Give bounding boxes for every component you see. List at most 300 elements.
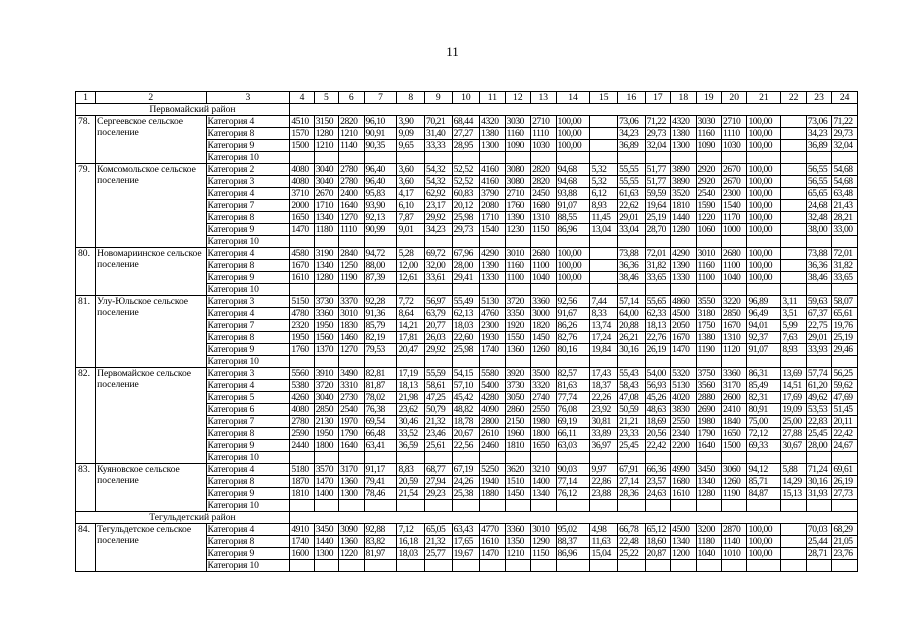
value-cell: 1150: [531, 224, 556, 236]
category-label: Категория 9: [206, 224, 290, 236]
value-cell: 5130: [671, 380, 696, 392]
value-cell: [590, 128, 618, 140]
value-cell: 1390: [505, 212, 530, 224]
value-cell: [781, 524, 806, 536]
value-cell: 3360: [314, 308, 338, 320]
value-cell: [747, 560, 781, 572]
value-cell: 1200: [671, 548, 696, 560]
value-cell: 1030: [531, 140, 556, 152]
value-cell: 1500: [290, 140, 314, 152]
value-cell: 100,00: [747, 128, 781, 140]
value-cell: 5400: [480, 380, 505, 392]
value-cell: 1570: [290, 128, 314, 140]
value-cell: 3080: [505, 176, 530, 188]
value-cell: 63,03: [556, 440, 590, 452]
value-cell: 54,68: [832, 176, 858, 188]
value-cell: 1450: [531, 332, 556, 344]
value-cell: [722, 452, 747, 464]
value-cell: 2400: [339, 188, 364, 200]
value-cell: 28,00: [806, 440, 831, 452]
value-cell: [806, 560, 831, 572]
value-cell: 75,00: [747, 416, 781, 428]
value-cell: 3720: [314, 380, 338, 392]
value-cell: 8,93: [781, 344, 806, 356]
value-cell: 100,00: [747, 212, 781, 224]
value-cell: 29,41: [452, 272, 480, 284]
value-cell: 4760: [480, 308, 505, 320]
value-cell: 96,49: [747, 308, 781, 320]
value-cell: 94,01: [747, 320, 781, 332]
value-cell: 1960: [505, 428, 530, 440]
value-cell: 4160: [480, 176, 505, 188]
value-cell: 4510: [290, 116, 314, 128]
value-cell: [618, 236, 646, 248]
value-cell: 69,54: [364, 416, 397, 428]
value-cell: [531, 152, 556, 164]
value-cell: 70,03: [806, 524, 831, 536]
value-cell: 8,33: [590, 308, 618, 320]
value-cell: 29,46: [832, 344, 858, 356]
value-cell: 56,93: [645, 380, 670, 392]
category-label: Категория 9: [206, 344, 290, 356]
value-cell: 28,00: [452, 260, 480, 272]
value-cell: 55,55: [618, 164, 646, 176]
value-cell: 3000: [531, 308, 556, 320]
value-cell: [397, 500, 425, 512]
value-cell: 1380: [480, 128, 505, 140]
value-cell: 2710: [505, 188, 530, 200]
value-cell: 1190: [339, 272, 364, 284]
value-cell: 76,38: [364, 404, 397, 416]
value-cell: 17,19: [397, 368, 425, 380]
value-cell: 2320: [290, 320, 314, 332]
value-cell: 5,32: [590, 164, 618, 176]
category-label: Категория 9: [206, 488, 290, 500]
value-cell: 1340: [314, 260, 338, 272]
value-cell: [722, 500, 747, 512]
value-cell: 4290: [480, 248, 505, 260]
value-cell: 4860: [671, 296, 696, 308]
value-cell: 3360: [531, 296, 556, 308]
settlement-name: Куяновское сельское поселение: [96, 464, 206, 512]
value-cell: 92,28: [364, 296, 397, 308]
value-cell: 1210: [314, 140, 338, 152]
value-cell: 2800: [480, 416, 505, 428]
value-cell: 1710: [480, 212, 505, 224]
value-cell: 2300: [722, 188, 747, 200]
value-cell: 65,12: [645, 524, 670, 536]
category-row: [76, 296, 858, 308]
region-row-empty-cell: [290, 512, 858, 524]
value-cell: 28,70: [645, 224, 670, 236]
value-cell: 1100: [722, 260, 747, 272]
value-cell: [832, 560, 858, 572]
category-label: Категория 4: [206, 248, 290, 260]
value-cell: 25,19: [645, 212, 670, 224]
value-cell: 80,16: [556, 344, 590, 356]
value-cell: 6,10: [397, 200, 425, 212]
category-label: Категория 10: [206, 500, 290, 512]
value-cell: 1090: [505, 140, 530, 152]
settlement-number: 84.: [76, 524, 96, 572]
category-label: Категория 9: [206, 272, 290, 284]
value-cell: 15,04: [590, 548, 618, 560]
value-cell: [781, 140, 806, 152]
value-cell: 24,26: [452, 476, 480, 488]
value-cell: 2920: [696, 164, 721, 176]
value-cell: 2410: [722, 404, 747, 416]
value-cell: 48,63: [645, 404, 670, 416]
value-cell: 8,64: [397, 308, 425, 320]
value-cell: 27,27: [452, 128, 480, 140]
value-cell: 25,45: [618, 440, 646, 452]
value-cell: 7,87: [397, 212, 425, 224]
value-cell: [556, 500, 590, 512]
settlement-number: 83.: [76, 464, 96, 512]
value-cell: 22,26: [590, 392, 618, 404]
value-cell: 100,00: [556, 272, 590, 284]
value-cell: 3170: [339, 464, 364, 476]
value-cell: 3170: [722, 380, 747, 392]
value-cell: [556, 452, 590, 464]
value-cell: 91,07: [747, 344, 781, 356]
category-label: Категория 9: [206, 548, 290, 560]
value-cell: [480, 500, 505, 512]
value-cell: 2540: [339, 404, 364, 416]
settlement-table: [75, 91, 858, 572]
value-cell: [339, 452, 364, 464]
value-cell: [645, 236, 670, 248]
value-cell: [452, 152, 480, 164]
value-cell: 1250: [339, 260, 364, 272]
value-cell: 20,77: [425, 320, 453, 332]
value-cell: 47,08: [618, 392, 646, 404]
value-cell: 93,90: [364, 200, 397, 212]
category-label: Категория 8: [206, 536, 290, 548]
value-cell: 24,63: [645, 488, 670, 500]
value-cell: 2150: [505, 416, 530, 428]
value-cell: [806, 500, 831, 512]
value-cell: 33,61: [425, 272, 453, 284]
category-row: [76, 164, 858, 176]
value-cell: 7,12: [397, 524, 425, 536]
category-label: Категория 9: [206, 440, 290, 452]
value-cell: 51,45: [832, 404, 858, 416]
value-cell: 1340: [531, 488, 556, 500]
value-cell: 1090: [696, 140, 721, 152]
value-cell: 73,06: [618, 116, 646, 128]
value-cell: 1100: [505, 272, 530, 284]
value-cell: 60,83: [452, 188, 480, 200]
value-cell: 23,62: [397, 404, 425, 416]
value-cell: 21,43: [832, 200, 858, 212]
value-cell: 3550: [696, 296, 721, 308]
value-cell: [505, 560, 530, 572]
value-cell: [556, 356, 590, 368]
value-cell: 91,36: [364, 308, 397, 320]
value-cell: 3790: [480, 188, 505, 200]
value-cell: 18,69: [645, 416, 670, 428]
value-cell: 33,52: [397, 428, 425, 440]
value-cell: 1160: [505, 128, 530, 140]
value-cell: 3360: [722, 368, 747, 380]
value-cell: 2440: [290, 440, 314, 452]
value-cell: 23,88: [590, 488, 618, 500]
value-cell: 4080: [290, 164, 314, 176]
value-cell: 3010: [505, 248, 530, 260]
value-cell: 19,76: [832, 320, 858, 332]
value-cell: [590, 236, 618, 248]
value-cell: 68,77: [425, 464, 453, 476]
value-cell: 95,02: [556, 524, 590, 536]
value-cell: [590, 500, 618, 512]
value-cell: [314, 500, 338, 512]
value-cell: 9,65: [397, 140, 425, 152]
value-cell: 1190: [696, 344, 721, 356]
value-cell: 5,32: [590, 176, 618, 188]
region-row-empty-cell: [290, 104, 858, 116]
value-cell: [722, 560, 747, 572]
value-cell: [339, 560, 364, 572]
value-cell: 22,56: [452, 440, 480, 452]
settlement-number: 80.: [76, 248, 96, 296]
value-cell: [696, 356, 721, 368]
value-cell: 100,00: [747, 164, 781, 176]
value-cell: 59,62: [832, 380, 858, 392]
value-cell: [781, 536, 806, 548]
value-cell: 30,16: [806, 476, 831, 488]
value-cell: 3350: [505, 308, 530, 320]
value-cell: 65,65: [806, 188, 831, 200]
value-cell: 1110: [531, 128, 556, 140]
value-cell: 3310: [339, 380, 364, 392]
value-cell: 22,76: [645, 332, 670, 344]
value-cell: 34,23: [618, 128, 646, 140]
value-cell: [722, 356, 747, 368]
value-cell: [671, 560, 696, 572]
value-cell: [781, 212, 806, 224]
value-cell: [806, 452, 831, 464]
value-cell: 26,19: [832, 476, 858, 488]
value-cell: 1210: [339, 128, 364, 140]
value-cell: 78,46: [364, 488, 397, 500]
value-cell: 56,25: [832, 368, 858, 380]
value-cell: 5380: [290, 380, 314, 392]
value-cell: 8,93: [590, 200, 618, 212]
value-cell: 4500: [671, 524, 696, 536]
value-cell: 92,37: [747, 332, 781, 344]
value-cell: 8,83: [397, 464, 425, 476]
value-cell: 36,89: [618, 140, 646, 152]
value-cell: 26,19: [645, 344, 670, 356]
value-cell: 1220: [696, 212, 721, 224]
value-cell: 28,36: [618, 488, 646, 500]
value-cell: 1970: [339, 416, 364, 428]
value-cell: 24,67: [832, 440, 858, 452]
value-cell: 34,23: [806, 128, 831, 140]
category-label: Категория 10: [206, 152, 290, 164]
value-cell: 4320: [671, 116, 696, 128]
value-cell: [781, 500, 806, 512]
value-cell: 3050: [505, 392, 530, 404]
value-cell: 62,92: [425, 188, 453, 200]
value-cell: 3190: [314, 248, 338, 260]
value-cell: 1800: [314, 440, 338, 452]
value-cell: 2880: [696, 392, 721, 404]
value-cell: [832, 284, 858, 296]
value-cell: 88,00: [364, 260, 397, 272]
value-cell: [339, 152, 364, 164]
value-cell: 25,77: [425, 548, 453, 560]
value-cell: 1140: [722, 536, 747, 548]
value-cell: 23,17: [425, 200, 453, 212]
value-cell: 31,40: [425, 128, 453, 140]
value-cell: 69,19: [556, 416, 590, 428]
value-cell: 100,00: [556, 140, 590, 152]
column-number-header: 15: [590, 92, 618, 104]
value-cell: 3080: [505, 164, 530, 176]
value-cell: 1710: [314, 200, 338, 212]
value-cell: 3830: [671, 404, 696, 416]
value-cell: [452, 500, 480, 512]
value-cell: 2550: [531, 404, 556, 416]
value-cell: 29,92: [425, 344, 453, 356]
value-cell: 4580: [290, 248, 314, 260]
value-cell: 1310: [722, 332, 747, 344]
value-cell: 96,10: [364, 116, 397, 128]
category-label: Категория 7: [206, 200, 290, 212]
value-cell: [425, 356, 453, 368]
value-cell: [832, 452, 858, 464]
value-cell: 23,57: [645, 476, 670, 488]
value-cell: [781, 128, 806, 140]
value-cell: 81,87: [364, 380, 397, 392]
value-cell: 2670: [314, 188, 338, 200]
value-cell: 77,14: [556, 476, 590, 488]
value-cell: [425, 152, 453, 164]
value-cell: 25,22: [618, 548, 646, 560]
category-row: [76, 524, 858, 536]
column-number-header: 7: [364, 92, 397, 104]
table-body: [76, 92, 858, 572]
value-cell: 100,00: [556, 116, 590, 128]
value-cell: 4780: [290, 308, 314, 320]
value-cell: [781, 224, 806, 236]
value-cell: 3500: [531, 368, 556, 380]
value-cell: 85,79: [364, 320, 397, 332]
value-cell: 69,61: [832, 464, 858, 476]
value-cell: [364, 356, 397, 368]
value-cell: [671, 152, 696, 164]
category-label: Категория 4: [206, 524, 290, 536]
value-cell: 3710: [290, 188, 314, 200]
value-cell: 1120: [722, 344, 747, 356]
value-cell: 73,06: [806, 116, 831, 128]
value-cell: [531, 236, 556, 248]
value-cell: 5320: [671, 368, 696, 380]
value-cell: 29,01: [806, 332, 831, 344]
value-cell: 53,53: [806, 404, 831, 416]
value-cell: 3890: [671, 176, 696, 188]
value-cell: 23,76: [832, 548, 858, 560]
value-cell: [425, 452, 453, 464]
value-cell: 63,41: [364, 440, 397, 452]
value-cell: 14,29: [781, 476, 806, 488]
value-cell: 9,01: [397, 224, 425, 236]
value-cell: 1030: [722, 140, 747, 152]
value-cell: 2870: [722, 524, 747, 536]
page-number: 11: [446, 44, 459, 59]
value-cell: 22,42: [832, 428, 858, 440]
value-cell: 5150: [290, 296, 314, 308]
value-cell: [314, 356, 338, 368]
value-cell: 18,03: [452, 320, 480, 332]
column-number-header: 24: [832, 92, 858, 104]
value-cell: 1290: [531, 536, 556, 548]
value-cell: 19,09: [781, 404, 806, 416]
value-cell: 1280: [696, 488, 721, 500]
value-cell: 3750: [696, 368, 721, 380]
value-cell: 1220: [339, 548, 364, 560]
value-cell: 1160: [696, 260, 721, 272]
value-cell: 2450: [531, 188, 556, 200]
value-cell: [314, 560, 338, 572]
value-cell: 1670: [290, 260, 314, 272]
value-cell: 1040: [722, 272, 747, 284]
value-cell: 1010: [722, 548, 747, 560]
value-cell: [556, 284, 590, 296]
column-number-header-row: [76, 92, 858, 104]
value-cell: 2820: [531, 164, 556, 176]
value-cell: 1100: [531, 260, 556, 272]
value-cell: 4,98: [590, 524, 618, 536]
value-cell: 69,72: [425, 248, 453, 260]
value-cell: [590, 260, 618, 272]
value-cell: [618, 452, 646, 464]
category-label: Категория 3: [206, 176, 290, 188]
value-cell: [747, 284, 781, 296]
column-number-header: 5: [314, 92, 338, 104]
value-cell: 88,55: [556, 212, 590, 224]
value-cell: 1670: [722, 320, 747, 332]
value-cell: 3010: [696, 248, 721, 260]
value-cell: 22,75: [806, 320, 831, 332]
value-cell: 5560: [290, 368, 314, 380]
value-cell: 45,26: [645, 392, 670, 404]
value-cell: [480, 284, 505, 296]
value-cell: [645, 452, 670, 464]
value-cell: 1300: [339, 488, 364, 500]
value-cell: [505, 284, 530, 296]
value-cell: 24,68: [806, 200, 831, 212]
value-cell: 1310: [531, 212, 556, 224]
value-cell: 56,97: [425, 296, 453, 308]
value-cell: 90,91: [364, 128, 397, 140]
value-cell: 5,88: [781, 464, 806, 476]
settlement-number: 82.: [76, 368, 96, 464]
value-cell: 17,81: [397, 332, 425, 344]
value-cell: [364, 236, 397, 248]
value-cell: 1180: [314, 224, 338, 236]
value-cell: 29,73: [832, 128, 858, 140]
value-cell: 29,73: [452, 224, 480, 236]
value-cell: 64,00: [618, 308, 646, 320]
value-cell: 1440: [314, 536, 338, 548]
value-cell: 66,48: [364, 428, 397, 440]
value-cell: 12,00: [397, 260, 425, 272]
value-cell: 61,63: [618, 188, 646, 200]
value-cell: 3030: [505, 116, 530, 128]
